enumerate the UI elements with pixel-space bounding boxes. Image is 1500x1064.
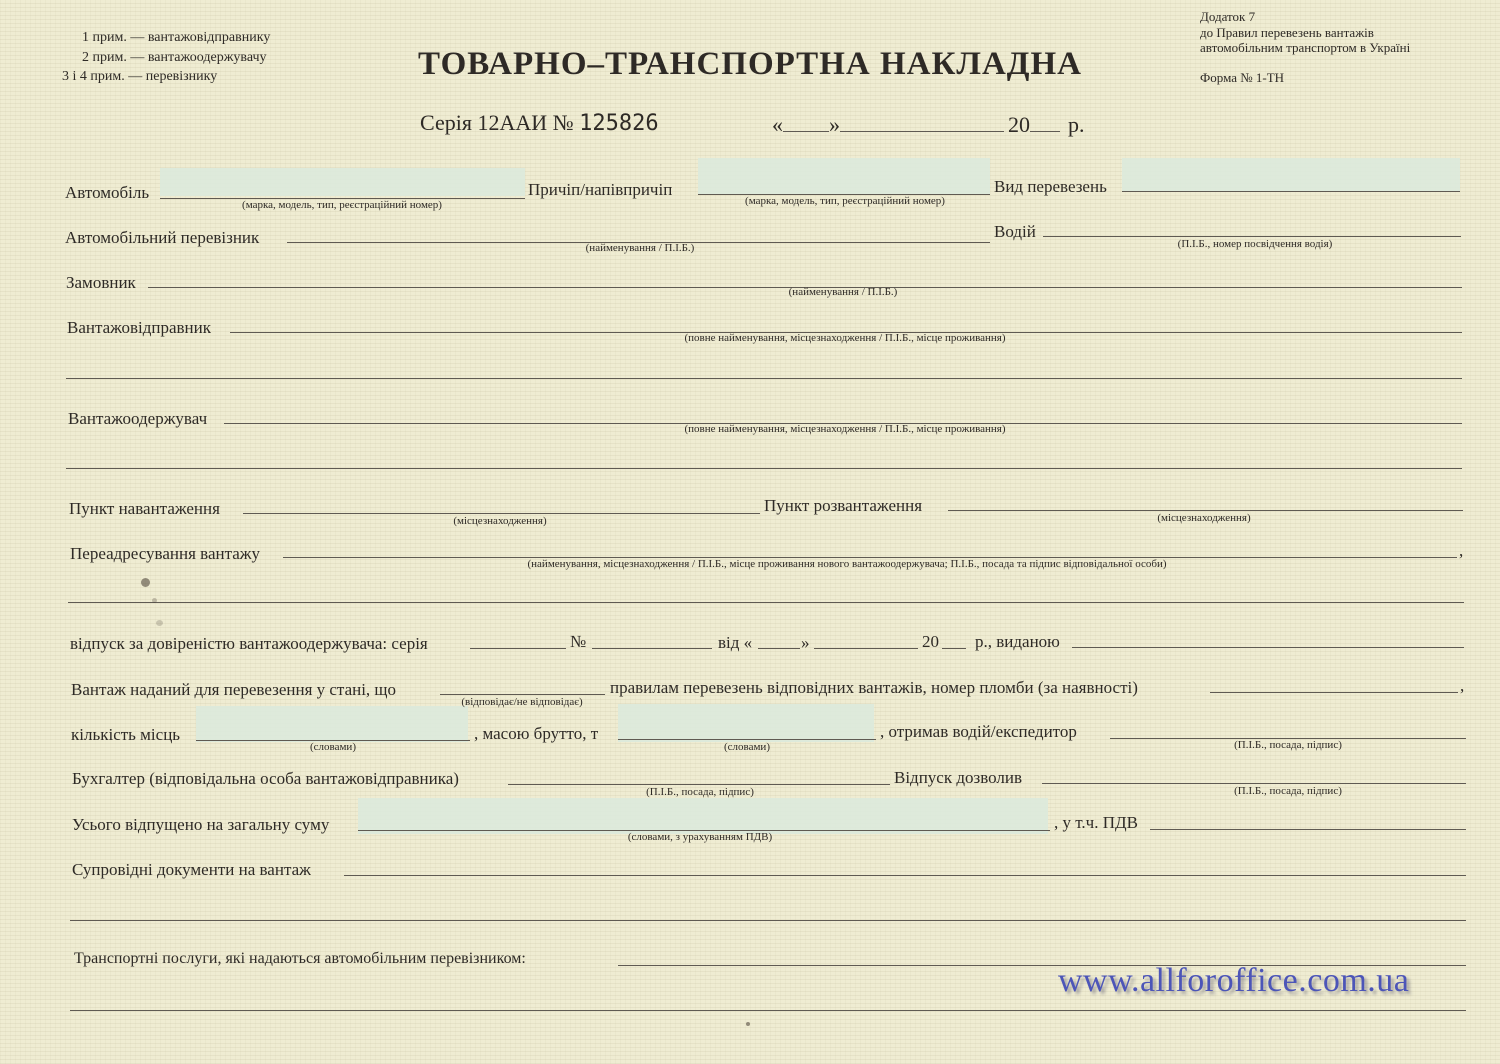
cargo-state-label: Вантаж наданий для перевезення у стані, що [71, 680, 397, 699]
unloading-point-field[interactable] [948, 510, 1463, 511]
readdress-hint: (найменування, місцезнаходження / П.І.Б., місце проживання нового вантажоодержувача; П.І.Б., посада та підпис відповідальної особи) [527, 558, 1167, 570]
gross-field[interactable] [618, 739, 876, 740]
trailer-hint: (марка, модель, тип, реєстраційний номер) [745, 195, 945, 207]
shipper-label: Вантажовідправник [67, 318, 212, 337]
services-label: Транспортні послуги, які надаються автомобільним перевізником: [74, 950, 526, 967]
document-title: ТОВАРНО–ТРАНСПОРТНА НАКЛАДНА [418, 46, 1082, 82]
total-label: Усього відпущено на загальну суму [72, 815, 330, 834]
car-hint: (марка, модель, тип, реєстраційний номер) [242, 199, 442, 211]
series-row [420, 110, 659, 136]
highlight-band [196, 706, 468, 742]
date-year-suffix: р. [1068, 112, 1085, 137]
gross-hint: (словами) [724, 741, 770, 753]
appendix-number: Додаток 7 [1200, 9, 1256, 24]
date-quote-open: « [772, 112, 783, 137]
series-label: Серія 12ААИ № [420, 110, 574, 135]
form-number: Форма № 1-ТН [1200, 70, 1285, 85]
proxy-date-label: від « [718, 633, 753, 652]
proxy-year-prefix: 20 [922, 632, 939, 651]
proxy-label: відпуск за довіреністю вантажоодержувача: серія [70, 634, 428, 653]
consignee-hint: (повне найменування, місцезнаходження / П.І.Б., місце проживання) [684, 423, 1006, 435]
highlight-band [1122, 158, 1460, 192]
places-label: кількість місць [71, 725, 181, 744]
highlight-band [618, 704, 874, 742]
ink-spot [141, 578, 150, 587]
loading-point-field[interactable] [243, 513, 760, 514]
date-quote-close: » [829, 112, 840, 137]
cargo-state-hint: (відповідає/не відповідає) [461, 696, 583, 708]
accountant-field[interactable] [508, 784, 890, 785]
highlight-band [160, 168, 525, 196]
shipper-hint: (повне найменування, місцезнаходження / П.І.Б., місце проживання) [684, 332, 1006, 344]
proxy-series-field[interactable] [470, 648, 566, 649]
ink-spot [156, 620, 163, 626]
loading-point-label: Пункт навантаження [69, 499, 220, 518]
readdress-field-continued[interactable] [68, 602, 1464, 603]
release-field[interactable] [1042, 783, 1466, 784]
total-hint: (словами, з урахуванням ПДВ) [627, 831, 773, 843]
date-month-blank[interactable] [840, 117, 1004, 132]
vat-field[interactable] [1150, 829, 1466, 830]
car-label: Автомобіль [65, 183, 150, 202]
carrier-hint: (найменування / П.І.Б.) [585, 242, 695, 254]
ink-spot [746, 1022, 750, 1026]
proxy-issued-label: р., виданою [975, 632, 1060, 651]
series-number: 125826 [579, 111, 659, 136]
highlight-band [698, 158, 990, 194]
proxy-date-close: » [801, 633, 810, 652]
watermark-url: www.allforoffice.com.ua [1058, 962, 1410, 999]
places-hint: (словами) [310, 741, 356, 753]
received-label: , отримав водій/експедитор [880, 722, 1077, 741]
unloading-point-hint: (місцезнаходження) [1157, 512, 1251, 524]
accountant-hint: (П.І.Б., посада, підпис) [646, 786, 754, 798]
consignee-label: Вантажоодержувач [68, 409, 208, 428]
release-hint: (П.І.Б., посада, підпис) [1234, 785, 1342, 797]
accountant-label: Бухгалтер (відповідальна особа вантажовідправника) [72, 769, 459, 788]
copy-1-note: 1 прим. — вантажовідправнику [82, 30, 271, 45]
driver-hint: (П.І.Б., номер посвідчення водія) [1177, 238, 1333, 250]
proxy-number-label: № [570, 632, 587, 651]
proxy-year-field[interactable] [942, 648, 966, 649]
carrier-label: Автомобільний перевізник [65, 228, 260, 247]
transport-type-field[interactable] [1122, 191, 1460, 192]
appendix-rules-2: автомобільним транспортом в Україні [1200, 40, 1411, 55]
customer-label: Замовник [66, 273, 136, 292]
proxy-number-field[interactable] [592, 648, 712, 649]
vat-label: , у т.ч. ПДВ [1054, 813, 1138, 832]
release-label: Відпуск дозволив [894, 768, 1023, 787]
loading-point-hint: (місцезнаходження) [453, 515, 547, 527]
copy-3-4-note: 3 і 4 прим. — перевізнику [62, 69, 218, 84]
unloading-point-label: Пункт розвантаження [764, 496, 923, 515]
date-day-blank[interactable] [783, 117, 829, 132]
driver-label: Водій [994, 222, 1036, 241]
driver-field[interactable] [1043, 236, 1461, 237]
docs-field-continued[interactable] [70, 920, 1466, 921]
shipper-field-continued[interactable] [66, 378, 1462, 379]
readdress-comma: , [1459, 541, 1464, 560]
copy-2-note: 2 прим. — вантажоодержувачу [82, 50, 267, 65]
trailer-label: Причіп/напівпричіп [528, 180, 673, 199]
seal-number-field[interactable] [1210, 692, 1458, 693]
cargo-state-field[interactable] [440, 694, 605, 695]
series-date [772, 112, 1085, 138]
date-year-blank[interactable] [1030, 117, 1060, 132]
consignee-field-continued[interactable] [66, 468, 1462, 469]
proxy-issued-field[interactable] [1072, 647, 1464, 648]
transport-type-label: Вид перевезень [994, 177, 1107, 196]
received-hint: (П.І.Б., посада, підпис) [1234, 739, 1342, 751]
date-year-prefix: 20 [1008, 112, 1030, 137]
highlight-band [358, 798, 1048, 834]
customer-hint: (найменування / П.І.Б.) [788, 286, 898, 298]
services-field-continued[interactable] [70, 1010, 1466, 1011]
cargo-comma: , [1460, 676, 1465, 695]
docs-label: Супровідні документи на вантаж [72, 860, 311, 879]
cargo-rules-label: правилам перевезень відповідних вантажів, номер пломби (за наявності) [610, 678, 1138, 697]
readdress-label: Переадресування вантажу [70, 544, 261, 563]
proxy-day-field[interactable] [758, 648, 800, 649]
proxy-month-field[interactable] [814, 648, 918, 649]
appendix-rules: до Правил перевезень вантажів [1200, 25, 1374, 40]
gross-label: , масою брутто, т [474, 724, 599, 743]
docs-field[interactable] [344, 875, 1466, 876]
ink-spot [152, 598, 157, 603]
